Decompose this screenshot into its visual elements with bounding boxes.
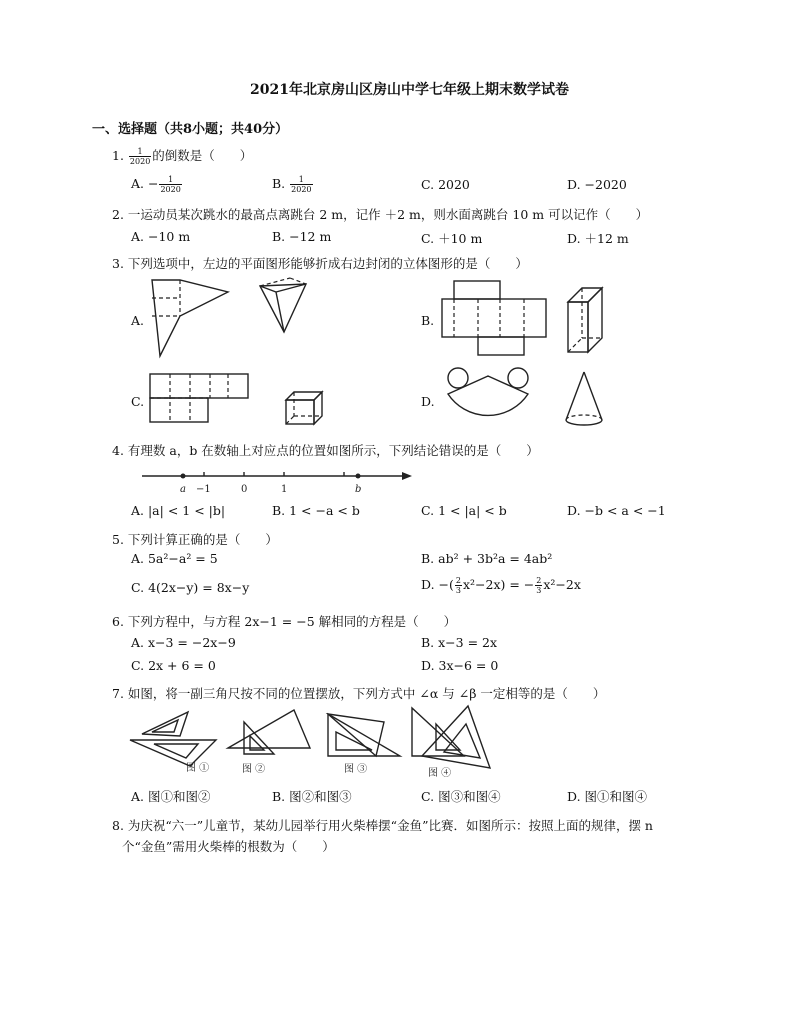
q6-option-b[interactable]: B. x−3 = 2x	[421, 635, 498, 650]
question-5-stem: 5. 下列计算正确的是（ ）	[112, 532, 278, 547]
q6-option-c[interactable]: C. 2x + 6 = 0	[131, 658, 216, 673]
q3-option-a[interactable]: A.	[131, 313, 145, 328]
q7-figure-4	[408, 704, 498, 779]
axis-label-b: b	[355, 484, 362, 495]
q7-figure-3	[324, 712, 404, 774]
q5-option-a[interactable]: A. 5a²−a² = 5	[131, 551, 218, 566]
q6-option-a[interactable]: A. x−3 = −2x−9	[131, 635, 236, 650]
axis-label-one: 1	[281, 484, 288, 495]
question-3-stem: 3. 下列选项中，左边的平面图形能够折成右边封闭的立体图形的是（ ）	[112, 256, 528, 271]
page-title: 2021年北京房山区房山中学七年级上期末数学试卷	[250, 82, 569, 98]
q1-option-a[interactable]: A. − $\frac{1}{2020}$	[131, 175, 181, 194]
q1-option-d[interactable]: D. −2020	[567, 177, 627, 192]
q3-d-net-figure	[440, 364, 536, 432]
q7-option-a[interactable]: A. 图①和图②	[131, 789, 211, 804]
q7-figure-1-label: 图 ①	[186, 763, 210, 774]
q3-option-c[interactable]: C.	[131, 394, 145, 409]
q4-option-a[interactable]: A. |a| < 1 < |b|	[131, 503, 226, 518]
q7-figure-4-label: 图 ④	[428, 768, 452, 779]
q3-a-net-figure	[148, 276, 238, 360]
q7-option-b[interactable]: B. 图②和图③	[272, 789, 352, 804]
q6-option-d[interactable]: D. 3x−6 = 0	[421, 658, 499, 673]
question-8-stem-line2: 个“金鱼”需用火柴棒的根数为（ ）	[122, 839, 335, 854]
q2-option-c[interactable]: C. ＋10 m	[421, 231, 483, 246]
q4-number-line	[140, 466, 415, 496]
question-2-stem: 2. 一运动员某次跳水的最高点离跳台 2 m，记作 ＋2 m，则水面离跳台 10 m 可以记作（ ）	[112, 207, 649, 222]
q5-option-d[interactable]: D. −( $\frac{2}{3}$ x²−2x) = − $\frac{2}{3}$ x²−2x	[421, 576, 581, 595]
q2-option-d[interactable]: D. ＋12 m	[567, 231, 629, 246]
axis-label-a: a	[180, 484, 186, 495]
q3-c-cube-figure	[282, 390, 328, 426]
q7-option-d[interactable]: D. 图①和图④	[567, 789, 648, 804]
q3-a-pyramid-figure	[256, 276, 312, 336]
question-4-stem: 4. 有理数 a，b 在数轴上对应点的位置如图所示，下列结论错误的是（ ）	[112, 443, 539, 458]
q3-c-net-figure	[148, 372, 252, 428]
axis-label-zero: 0	[241, 484, 248, 495]
q3-b-net-figure	[440, 279, 550, 359]
q3-option-d[interactable]: D.	[421, 394, 435, 409]
q7-option-c[interactable]: C. 图③和图④	[421, 789, 501, 804]
q4-option-b[interactable]: B. 1 < −a < b	[272, 503, 360, 518]
question-6-stem: 6. 下列方程中，与方程 2x−1 = −5 解相同的方程是（ ）	[112, 614, 457, 629]
q2-option-a[interactable]: A. −10 m	[131, 229, 191, 244]
q5-option-c[interactable]: C. 4(2x−y) = 8x−y	[131, 580, 250, 595]
q7-figure-2	[224, 706, 314, 776]
q7-figure-1	[128, 708, 218, 778]
q4-option-c[interactable]: C. 1 < |a| < b	[421, 503, 507, 518]
q7-figure-2-label: 图 ②	[242, 764, 266, 775]
axis-label-minus-one: −1	[196, 484, 211, 495]
q2-option-b[interactable]: B. −12 m	[272, 229, 332, 244]
question-8-stem-line1: 8. 为庆祝“六一”儿童节，某幼儿园举行用火柴棒摆“金鱼”比赛．如图所示：按照上面的规律，摆 n	[112, 818, 653, 833]
section-heading: 一、选择题（共8小题；共40分）	[92, 122, 289, 137]
q5-option-b[interactable]: B. ab² + 3b²a = 4ab²	[421, 551, 553, 566]
q3-option-b[interactable]: B.	[421, 313, 435, 328]
q1-option-b[interactable]: B. $\frac{1}{2020}$	[272, 175, 312, 194]
q3-b-prism-figure	[564, 284, 608, 356]
q4-option-d[interactable]: D. −b < a < −1	[567, 503, 666, 518]
q7-figure-3-label: 图 ③	[344, 764, 368, 775]
question-7-stem: 7. 如图，将一副三角尺按不同的位置摆放，下列方式中 ∠α 与 ∠β 一定相等的是（ ）	[112, 686, 606, 701]
q1-option-c[interactable]: C. 2020	[421, 177, 470, 192]
question-1-stem: 1. $\frac{1}{2020}$ 的倒数是（ ）	[112, 147, 253, 166]
fraction: $\frac{1}{2020}$	[129, 147, 151, 166]
q3-d-cone-figure	[562, 370, 606, 430]
